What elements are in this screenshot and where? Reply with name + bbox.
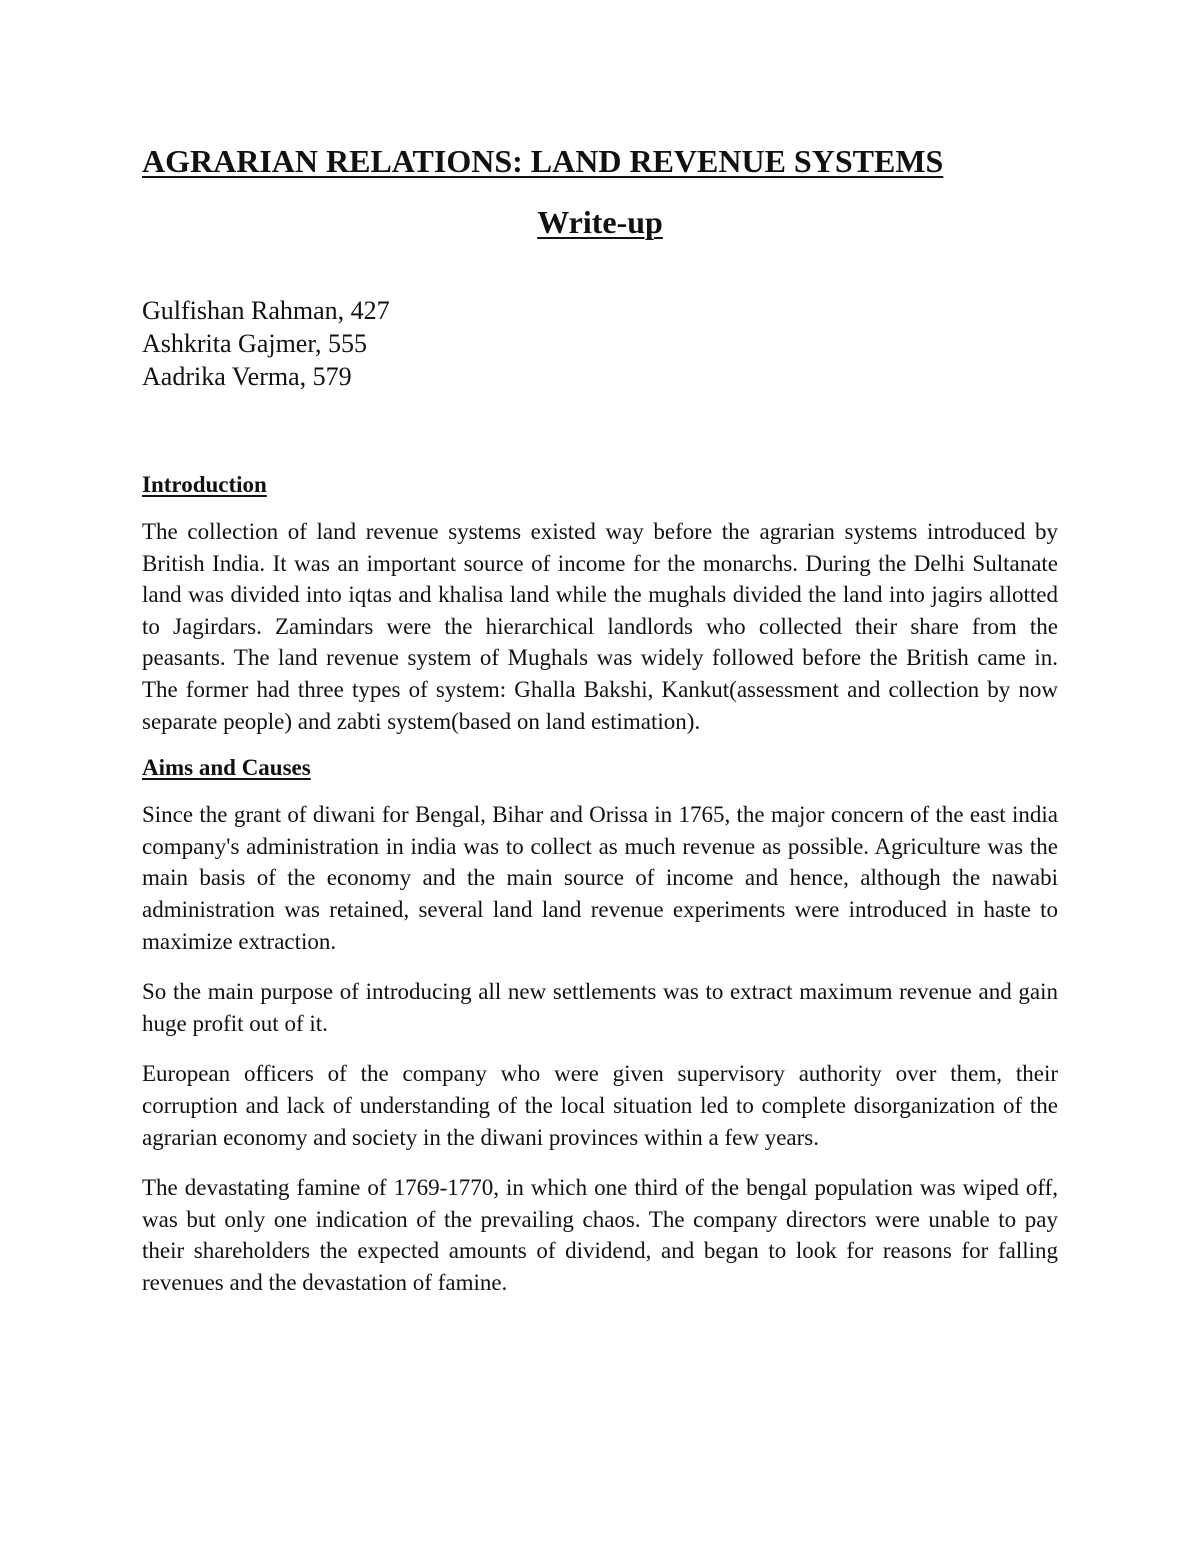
paragraph: The devastating famine of 1769-1770, in which one third of the bengal population was wiped off, was but only one indication of the prevailing chaos. The company directors were unable to pay their shareholders the expected amounts of dividend, and began to look for reasons for falling revenues and the devastation of famine. [142,1175,1058,1295]
document-subtitle: Write-up [537,204,663,240]
paragraph: Since the grant of diwani for Bengal, Bihar and Orissa in 1765, the major concern of the east india company's administration in india was to collect as much revenue as possible. Agriculture was the main basis of the economy and the main source of income and hence, although the nawabi administration was retained, several land land revenue experiments were introduced in haste to maximize extraction. [142,802,1058,954]
paragraph: So the main purpose of introducing all new settlements was to extract maximum revenue and gain huge profit out of it. [142,979,1058,1036]
paragraph: The collection of land revenue systems existed way before the agrarian systems introduced by British India. It was an important source of income for the monarchs. During the Delhi Sultanate land was divided into iqtas and khalisa land while the mughals divided the land into jagirs allotted to Jagirdars. Zamindars were the hierarchical landlords who collected their share from the peasants. The land revenue system of Mughals was widely followed before the British came in. The former had three types of system: Ghalla Bakshi, Kankut(assessment and collection by now separate people) and zabti system(based on land estimation). [142,519,1058,734]
paragraph: European officers of the company who were given supervisory authority over them, their corruption and lack of understanding of the local situation led to complete disorganization of the agrarian economy and society in the diwani provinces within a few years. [142,1061,1058,1150]
document-title: AGRARIAN RELATIONS: LAND REVENUE SYSTEMS [142,143,944,179]
section-aims-and-causes [142,753,1058,1298]
author-list [142,294,1058,393]
section-heading-aims-and-causes: Aims and Causes [142,755,311,781]
document-page [142,138,1058,1298]
author-line: Gulfishan Rahman, 427 [142,296,390,325]
section-introduction [142,470,1058,737]
author-line: Ashkrita Gajmer, 555 [142,329,367,358]
section-heading-introduction: Introduction [142,472,267,497]
author-line: Aadrika Verma, 579 [142,362,352,391]
